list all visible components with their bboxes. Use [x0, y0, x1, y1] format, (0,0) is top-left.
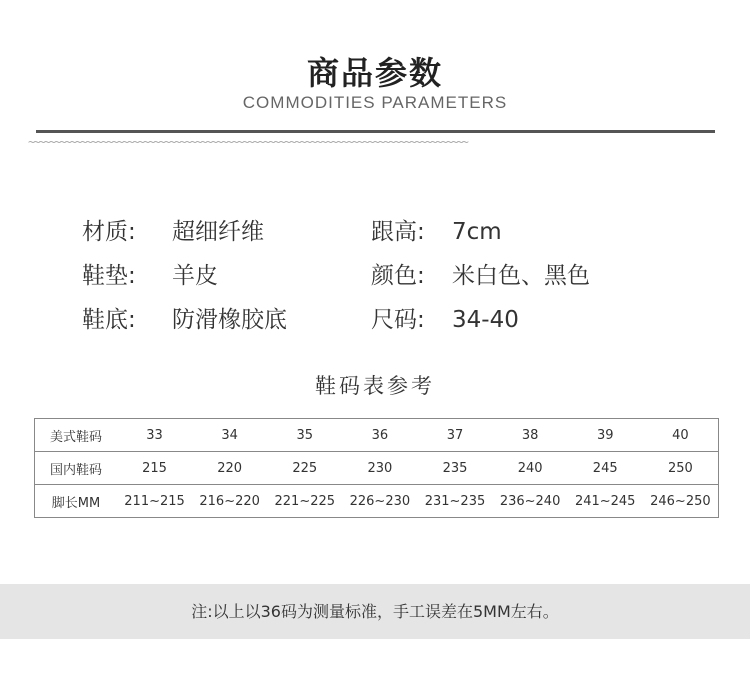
param-value: 7cm [452, 219, 502, 245]
row-label: 美式鞋码 [35, 419, 118, 452]
wavy-divider: ~~~~~~~~~~~~~~~~~~~~~~~~~~~~~~~~~~~~~~~~~~~~~~~~~~~~~~~~~~~~~~~~~~~~~~~~~~~~~~~~~~~~ [28, 136, 467, 148]
table-cell: 250 [643, 452, 719, 485]
table-cell: 33 [117, 419, 192, 452]
table-cell: 37 [417, 419, 492, 452]
table-cell: 225 [267, 452, 342, 485]
param-label: 颜色: [371, 263, 425, 289]
divider-line [36, 130, 715, 133]
table-cell: 246~250 [643, 485, 719, 518]
param-sole [82, 301, 287, 334]
param-value: 34-40 [452, 307, 519, 333]
param-size [371, 301, 519, 334]
param-material [82, 213, 264, 246]
param-heel [371, 213, 502, 246]
table-row-cn-size [35, 452, 719, 485]
table-cell: 40 [643, 419, 719, 452]
table-cell: 38 [493, 419, 568, 452]
param-value: 米白色、黑色 [452, 263, 590, 289]
param-value: 超细纤维 [172, 219, 264, 245]
table-cell: 236~240 [493, 485, 568, 518]
param-label: 鞋垫: [82, 263, 136, 289]
table-cell: 226~230 [342, 485, 417, 518]
table-cell: 211~215 [117, 485, 192, 518]
table-cell: 240 [493, 452, 568, 485]
table-cell: 245 [568, 452, 643, 485]
table-cell: 230 [342, 452, 417, 485]
table-cell: 39 [568, 419, 643, 452]
row-label: 国内鞋码 [35, 452, 118, 485]
param-value: 羊皮 [172, 263, 218, 289]
param-label: 鞋底: [82, 307, 136, 333]
measurement-note: 注:以上以36码为测量标准，手工误差在5MM左右。 [0, 584, 750, 639]
table-cell: 241~245 [568, 485, 643, 518]
table-row-us-size [35, 419, 719, 452]
table-cell: 220 [192, 452, 267, 485]
size-chart-table [34, 418, 719, 518]
param-value: 防滑橡胶底 [172, 307, 287, 333]
param-label: 材质: [82, 219, 136, 245]
page-subtitle: COMMODITIES PARAMETERS [242, 93, 508, 112]
table-cell: 35 [267, 419, 342, 452]
table-cell: 231~235 [417, 485, 492, 518]
param-color [371, 257, 590, 290]
table-row-foot-length [35, 485, 719, 518]
table-cell: 221~225 [267, 485, 342, 518]
row-label: 脚长MM [35, 485, 118, 518]
param-label: 尺码: [371, 307, 425, 333]
table-cell: 215 [117, 452, 192, 485]
table-cell: 216~220 [192, 485, 267, 518]
table-cell: 36 [342, 419, 417, 452]
page-title: 商品参数 [306, 54, 443, 92]
table-cell: 235 [417, 452, 492, 485]
param-insole [82, 257, 218, 290]
param-label: 跟高: [371, 219, 425, 245]
size-chart-title: 鞋码表参考 [315, 374, 435, 398]
table-cell: 34 [192, 419, 267, 452]
